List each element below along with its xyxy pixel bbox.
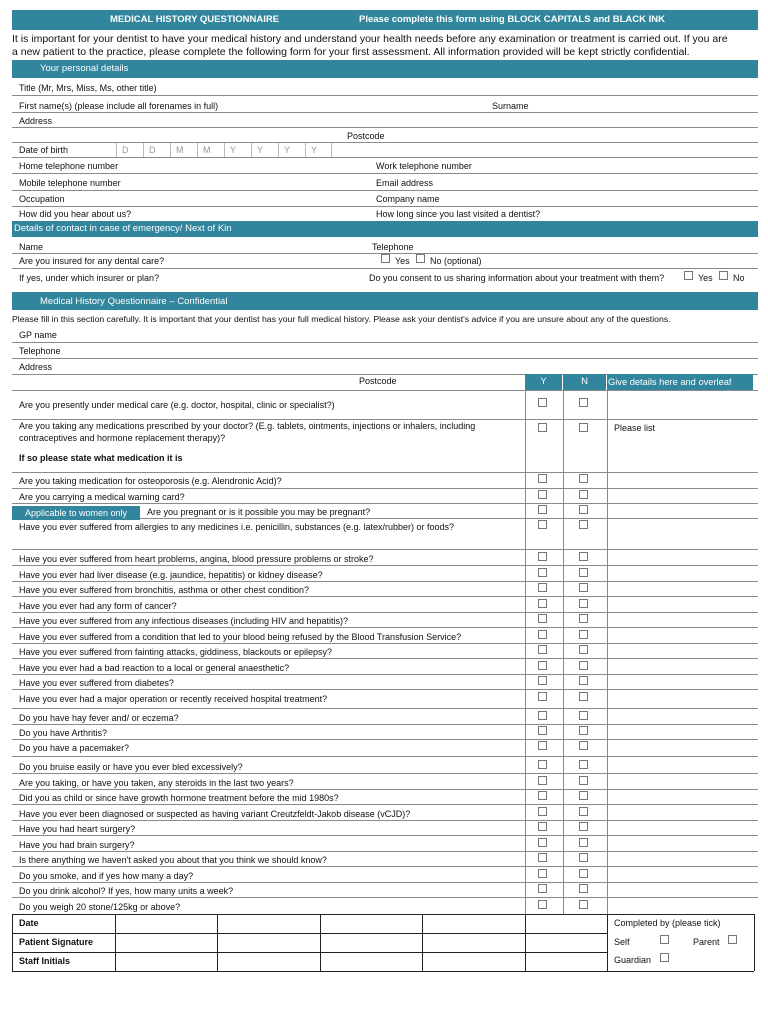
question-2-yes[interactable] — [538, 490, 547, 499]
question-7: Have you ever suffered from bronchitis, asthma or other chest condition? — [19, 585, 309, 595]
gp-telephone-label: Telephone — [19, 346, 61, 356]
question-16-yes[interactable] — [538, 726, 547, 735]
col-y-header — [525, 374, 562, 390]
question-12-no[interactable] — [579, 661, 588, 670]
gp-name-label: GP name — [19, 330, 57, 340]
question-24-no[interactable] — [579, 853, 588, 862]
dob-day-2[interactable]: D — [143, 143, 170, 157]
question-9-yes[interactable] — [538, 614, 547, 623]
consent-yes-label: Yes — [698, 273, 713, 283]
emergency-heading: Details of contact in case of emergency/ Next of Kin — [14, 223, 232, 234]
question-4: Have you ever suffered from allergies to any medicines i.e. penicillin, substances (e.g. latex/rubber) or foods? — [19, 522, 455, 532]
title-label: Title (Mr, Mrs, Miss, Ms, other title) — [19, 83, 157, 93]
question-4-yes[interactable] — [538, 520, 547, 529]
insured-yes-label: Yes — [395, 256, 410, 266]
dob-year-3[interactable]: Y — [278, 143, 305, 157]
question-14-yes[interactable] — [538, 692, 547, 701]
question-22-yes[interactable] — [538, 822, 547, 831]
question-14-no[interactable] — [579, 692, 588, 701]
question-23-yes[interactable] — [538, 838, 547, 847]
question-27: Do you weigh 20 stone/125kg or above? — [19, 902, 181, 912]
question-23: Have you had brain surgery? — [19, 840, 135, 850]
question-6-no[interactable] — [579, 568, 588, 577]
emergency-name-label: Name — [19, 242, 44, 252]
gp-postcode-label: Postcode — [359, 376, 397, 386]
question-17-no[interactable] — [579, 741, 588, 750]
dob-day-1[interactable]: D — [116, 143, 143, 157]
question-21-yes[interactable] — [538, 807, 547, 816]
question-26: Do you drink alcohol? If yes, how many units a week? — [19, 886, 234, 896]
intro-line-1: It is important for your dentist to have your medical history and understand your health needs before any examination or treatment is carried out. If you are — [12, 33, 728, 45]
women-only-badge — [12, 506, 140, 520]
gp-address-label: Address — [19, 362, 53, 372]
insured-no-checkbox[interactable] — [416, 254, 425, 263]
q-medication-line-2: contraceptives and hormone replacement therapy)? — [19, 433, 226, 443]
medical-instructions: Please fill in this section carefully. It is important that your dentist has your full medical history. Please ask your dentist's advice if you are unsure about any of the questions. — [12, 314, 671, 324]
question-27-no[interactable] — [579, 900, 588, 909]
question-11: Have you ever suffered from fainting attacks, giddiness, blackouts or epilepsy? — [19, 647, 333, 657]
question-13-yes[interactable] — [538, 676, 547, 685]
question-5: Have you ever suffered from heart problems, angina, blood pressure problems or stroke? — [19, 554, 374, 564]
emergency-telephone-label: Telephone — [372, 242, 414, 252]
email-label: Email address — [376, 178, 434, 188]
consent-question: Do you consent to us sharing information about your treatment with them? — [369, 273, 665, 283]
postcode-label: Postcode — [347, 131, 385, 141]
question-25: Do you smoke, and if yes how many a day? — [19, 871, 194, 881]
col-n-header — [563, 374, 606, 390]
question-15-no[interactable] — [579, 711, 588, 720]
question-7-yes[interactable] — [538, 583, 547, 592]
col-details-label: Give details here and overleaf — [608, 377, 732, 387]
home-tel-label: Home telephone number — [19, 161, 119, 171]
intro-line-2: a new patient to the practice, please complete the following form for your first assessment. All information provided will be kept strictly confidential. — [12, 46, 690, 58]
question-18-yes[interactable] — [538, 760, 547, 769]
question-12-yes[interactable] — [538, 661, 547, 670]
dob-year-1[interactable]: Y — [224, 143, 251, 157]
personal-heading: Your personal details — [40, 63, 129, 74]
question-5-yes[interactable] — [538, 552, 547, 561]
form-instruction: Please complete this form using BLOCK CAPITALS and BLACK INK — [359, 14, 665, 25]
women-only-label: Applicable to women only — [24, 508, 128, 518]
parent-label: Parent — [693, 937, 720, 947]
question-14: Have you ever had a major operation or recently received hospital treatment? — [19, 694, 328, 704]
guardian-checkbox[interactable] — [660, 953, 669, 962]
self-checkbox[interactable] — [660, 935, 669, 944]
question-15-yes[interactable] — [538, 711, 547, 720]
question-25-yes[interactable] — [538, 869, 547, 878]
question-27-yes[interactable] — [538, 900, 547, 909]
question-9-no[interactable] — [579, 614, 588, 623]
medical-heading: Medical History Questionnaire – Confidential — [40, 296, 228, 307]
question-26-no[interactable] — [579, 884, 588, 893]
insurer-question: If yes, under which insurer or plan? — [19, 273, 160, 283]
question-23-no[interactable] — [579, 838, 588, 847]
footer-date: Date — [19, 918, 39, 928]
question-15: Do you have hay fever and/ or eczema? — [19, 713, 179, 723]
parent-checkbox[interactable] — [728, 935, 737, 944]
question-8-yes[interactable] — [538, 599, 547, 608]
consent-no-label: No — [733, 273, 745, 283]
question-1: Are you taking medication for osteoporosis (e.g. Alendronic Acid)? — [19, 476, 282, 486]
question-3-no[interactable] — [579, 505, 588, 514]
question-17: Do you have a pacemaker? — [19, 743, 130, 753]
question-18-no[interactable] — [579, 760, 588, 769]
consent-no-checkbox[interactable] — [719, 271, 728, 280]
surname-label: Surname — [492, 101, 529, 111]
question-18: Do you bruise easily or have you ever bled excessively? — [19, 762, 243, 772]
question-10-yes[interactable] — [538, 630, 547, 639]
question-21: Have you ever been diagnosed or suspected as having variant Creutzfeldt-Jakob disease (vCJD)? — [19, 809, 411, 819]
dob-year-4[interactable]: Y — [305, 143, 332, 157]
question-6-yes[interactable] — [538, 568, 547, 577]
question-24: Is there anything we haven't asked you about that you think we should know? — [19, 855, 327, 865]
question-2-no[interactable] — [579, 490, 588, 499]
question-20-no[interactable] — [579, 791, 588, 800]
q-care-yes[interactable] — [538, 398, 547, 407]
question-19: Are you taking, or have you taken, any steroids in the last two years? — [19, 778, 294, 788]
insured-no-label: No (optional) — [430, 256, 482, 266]
work-tel-label: Work telephone number — [376, 161, 472, 171]
address-label: Address — [19, 116, 53, 126]
question-1-yes[interactable] — [538, 474, 547, 483]
question-10-no[interactable] — [579, 630, 588, 639]
medical-heading-bar — [12, 292, 758, 310]
form-title: MEDICAL HISTORY QUESTIONNAIRE — [110, 14, 280, 25]
q-medication-yes[interactable] — [538, 423, 547, 432]
question-3-yes[interactable] — [538, 505, 547, 514]
q-medication-no[interactable] — [579, 423, 588, 432]
question-17-yes[interactable] — [538, 741, 547, 750]
col-y-label: Y — [540, 376, 547, 387]
q-care: Are you presently under medical care (e.g. doctor, hospital, clinic or specialist?) — [19, 400, 335, 410]
question-13-no[interactable] — [579, 676, 588, 685]
question-19-yes[interactable] — [538, 776, 547, 785]
q-pregnant: Are you pregnant or is it possible you may be pregnant? — [147, 507, 371, 517]
firstname-label: First name(s) (please include all forenames in full) — [19, 101, 219, 111]
question-11-no[interactable] — [579, 645, 588, 654]
question-16-no[interactable] — [579, 726, 588, 735]
question-8: Have you ever had any form of cancer? — [19, 601, 177, 611]
col-n-label: N — [581, 376, 588, 387]
q-medication-line-1: Are you taking any medications prescribed by your doctor? (E.g. tablets, ointments, injections or inhalers, including — [19, 421, 476, 431]
question-22-no[interactable] — [579, 822, 588, 831]
question-26-yes[interactable] — [538, 884, 547, 893]
question-12: Have you ever had a bad reaction to a local or general anaesthetic? — [19, 663, 290, 673]
header-bar — [12, 10, 758, 30]
question-11-yes[interactable] — [538, 645, 547, 654]
q-medication-state: If so please state what medication it is — [19, 453, 183, 463]
question-4-no[interactable] — [579, 520, 588, 529]
question-19-no[interactable] — [579, 776, 588, 785]
question-2: Are you carrying a medical warning card? — [19, 492, 185, 502]
q-care-no[interactable] — [579, 398, 588, 407]
dob-year-2[interactable]: Y — [251, 143, 278, 157]
insured-question: Are you insured for any dental care? — [19, 256, 165, 266]
personal-heading-bar — [12, 60, 758, 78]
footer-signature: Patient Signature — [19, 937, 94, 947]
question-5-no[interactable] — [579, 552, 588, 561]
question-16: Do you have Arthritis? — [19, 728, 108, 738]
question-25-no[interactable] — [579, 869, 588, 878]
footer-staff: Staff Initials — [19, 956, 71, 966]
question-20-yes[interactable] — [538, 791, 547, 800]
insured-yes-checkbox[interactable] — [381, 254, 390, 263]
question-9: Have you ever suffered from any infectious diseases (including HIV and hepatitis)? — [19, 616, 349, 626]
self-label: Self — [614, 937, 630, 947]
hear-about-label: How did you hear about us? — [19, 209, 132, 219]
question-1-no[interactable] — [579, 474, 588, 483]
completed-by-label: Completed by (please tick) — [614, 918, 721, 928]
guardian-label: Guardian — [614, 955, 652, 965]
company-label: Company name — [376, 194, 440, 204]
question-21-no[interactable] — [579, 807, 588, 816]
question-8-no[interactable] — [579, 599, 588, 608]
dob-month-2[interactable]: M — [197, 143, 224, 157]
question-7-no[interactable] — [579, 583, 588, 592]
dob-month-1[interactable]: M — [170, 143, 197, 157]
question-10: Have you ever suffered from a condition that led to your blood being refused by the Blood Transfusion Service? — [19, 632, 462, 642]
emergency-heading-bar — [12, 221, 758, 237]
question-6: Have you ever had liver disease (e.g. jaundice, hepatitis) or kidney disease? — [19, 570, 323, 580]
question-24-yes[interactable] — [538, 853, 547, 862]
occupation-label: Occupation — [19, 194, 65, 204]
question-20: Did you as child or since have growth hormone treatment before the mid 1980s? — [19, 793, 339, 803]
please-list-label: Please list — [614, 423, 656, 433]
col-details-header — [607, 374, 753, 390]
dob-label: Date of birth — [19, 145, 69, 155]
mobile-tel-label: Mobile telephone number — [19, 178, 121, 188]
question-13: Have you ever suffered from diabetes? — [19, 678, 174, 688]
last-visit-label: How long since you last visited a dentist? — [376, 209, 541, 219]
consent-yes-checkbox[interactable] — [684, 271, 693, 280]
question-22: Have you had heart surgery? — [19, 824, 136, 834]
